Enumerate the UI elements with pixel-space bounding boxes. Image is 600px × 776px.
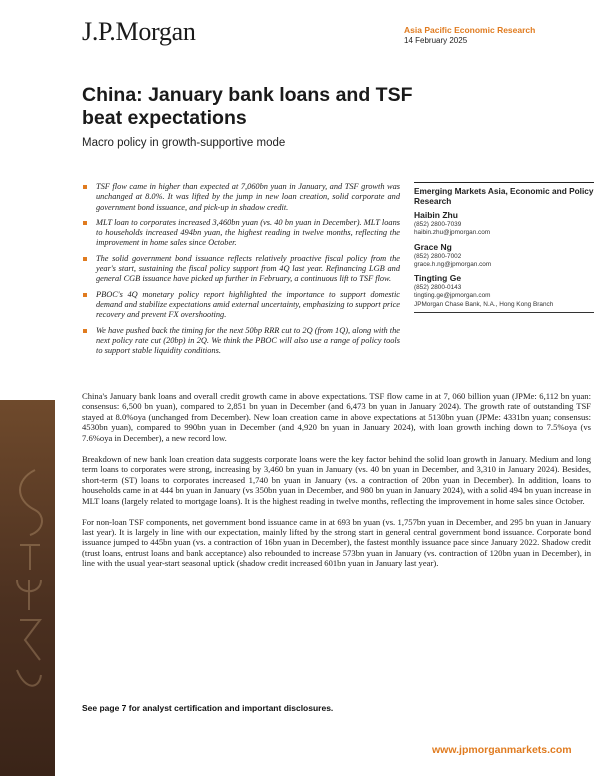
footer-website-link[interactable]: www.jpmorganmarkets.com <box>432 744 572 756</box>
jpmorgan-logo: J.P.Morgan <box>82 17 196 46</box>
bullet-square-icon <box>83 293 87 297</box>
analyst-card <box>414 242 594 270</box>
bullet-square-icon <box>83 221 87 225</box>
analyst-name: Tingting Ge <box>414 273 462 284</box>
key-point <box>82 326 400 357</box>
bullet-square-icon <box>83 329 87 333</box>
analyst-email-link[interactable]: grace.h.ng@jpmorgan.com <box>414 260 492 268</box>
key-point-text: TSF flow came in higher than expected at 7,060bn yuan in January, and TSF growth was unchanged at 8.0%. It was lifted by the jump in new loan creation, solid corporate and government bond issuance, and pick-up in shadow credit. <box>96 182 400 212</box>
key-point-text: MLT loan to corporates increased 3,460bn yuan (vs. 40 bn yuan in December). MLT loans to households increased 494bn yuan, the highest reading in twelve months, reflecting the improvement in home sales since October. <box>96 217 400 248</box>
report-title: China: January bank loans and TSF beat expectations <box>82 84 413 129</box>
report-subtitle: Macro policy in growth-supportive mode <box>82 137 286 149</box>
team-divider <box>414 312 594 313</box>
key-point <box>82 182 400 213</box>
research-series-label: Asia Pacific Economic Research <box>404 25 536 35</box>
bank-entity: JPMorgan Chase Bank, N.A., Hong Kong Branch <box>414 300 554 308</box>
key-point <box>82 254 400 285</box>
analyst-phone: (852) 2800-0143 <box>414 284 462 292</box>
body-paragraph: Breakdown of new bank loan creation data suggests corporate loans were the key factor behind the solid loan growth in January. Medium and long term loans to corporates were strong, increasing by 3,460 bn yuan in January (vs. 40 bn yuan in December, and 3,310 in January 2024). Besides, short-term (ST) loans to corporates increased 1,740 bn yuan in January (vs. a contraction of 20bn yuan in December). In addition, loans to households came in at 444 bn yuan in January (vs 350bn yuan in December, and 980 bn yuan in January 2024), with a solid 494 bn yuan increase in MLT loans (largely related to mortgage loans). It is the highest reading in twelve months, reflecting the improvement in home sales since October. <box>82 453 591 506</box>
key-point <box>82 290 400 321</box>
key-point-text: PBOC's 4Q monetary policy report highlighted the importance to support domestic demand and stabilize expectations amid external uncertainty, emphasizing to support price recovery and prevent FX overshooting. <box>96 289 400 320</box>
key-points-list <box>82 182 400 361</box>
team-title: Emerging Markets Asia, Economic and Policy Research <box>414 182 594 206</box>
analyst-phone: (852) 2800-7039 <box>414 221 462 228</box>
body-paragraph: For non-loan TSF components, net government bond issuance came in at 693 bn yuan (vs. 1,757bn yuan in December, and 295 bn yuan in January last year). It is largely in line with our expectation, mainly lifted by the strong start in general central government bond issuance. Corporate bond issuance jumped to 445bn yuan (vs. a contraction of 16bn yuan in December), the fastest monthly issuance pace since January 2022. Shadow credit (trust loans, entrust loans and bank acceptance) also rebounded to increase 573bn yuan in January (vs. contraction of 120bn yuan in December), in line with the usual year-start seasonal uptick (shadow credit increased 601bn yuan in January last year). <box>82 516 591 569</box>
body-paragraph: China's January bank loans and overall credit growth came in above expectations. TSF flow came in at 7, 060 billion yuan (JPMe: 6,112 bn yuan: consensus: 6,500 bn yuan), compared to 2,851 bn yuan in December (and 6,473 bn yuan in January 2024). The growth rate of outstanding TSF stayed at 8.0%oya (unchanged from December). New loan creation came in above expectations at 5130bn yuan (JPMe: 4331bn yuan; consensus: 4530bn yuan), compared to 990bn yuan in December (and 4,920 bn yuan in January 2024), with loan growth inching down to 7.5%oya (vs 7.6%oya in December), a new record low. <box>82 391 591 443</box>
analyst-card <box>414 210 594 238</box>
analyst-email-link[interactable]: tingting.ge@jpmorgan.com <box>414 292 491 300</box>
publication-date: 14 February 2025 <box>404 36 468 45</box>
report-body <box>82 391 591 579</box>
analyst-name: Haibin Zhu <box>414 210 458 220</box>
side-brand-band <box>0 400 55 776</box>
analyst-card <box>414 273 594 301</box>
analyst-name: Grace Ng <box>414 241 452 252</box>
analyst-phone: (852) 2800-7002 <box>414 252 462 260</box>
bullet-square-icon <box>83 185 87 189</box>
key-point-text: The solid government bond issuance reflects relatively proactive fiscal policy from the year's start, sustaining the fiscal policy support from 4Q last year. Refinancing LGB and general CGB issuance have picked up further in February, a continuous lift to TSF flow. <box>96 253 400 284</box>
analyst-email-link[interactable]: haibin.zhu@jpmorgan.com <box>414 229 491 237</box>
key-point-text: We have pushed back the timing for the next 50bp RRR cut to 2Q (from 1Q), along with the next policy rate cut (20bp) in 2Q. We think the PBOC will also use a range of policy tools to support stable liquidity conditions. <box>96 325 400 356</box>
key-point <box>82 218 400 249</box>
bullet-square-icon <box>83 257 87 261</box>
disclosure-note: See page 7 for analyst certification and important disclosures. <box>82 703 334 713</box>
analyst-team-panel <box>414 182 594 313</box>
jpmorgan-watermark-logo <box>5 460 51 700</box>
